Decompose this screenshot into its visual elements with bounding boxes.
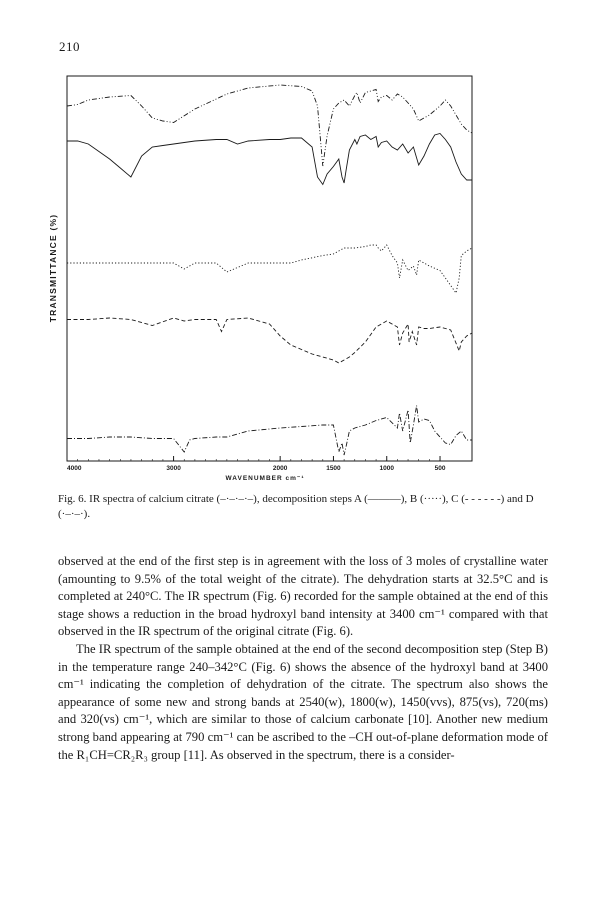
- x-tick-label: 1000: [379, 465, 394, 472]
- plot-frame: [67, 76, 472, 461]
- x-tick-label: 4000: [67, 465, 82, 472]
- series-line-dashed: [67, 318, 472, 363]
- figure-ir-spectra: [40, 68, 500, 488]
- ir-spectra-chart: [40, 68, 500, 488]
- series-line-dash-dot: [67, 406, 472, 456]
- series-line-dash-dot-dot: [67, 85, 472, 166]
- x-tick-label: 500: [434, 465, 446, 472]
- series-line-dotted: [67, 245, 472, 293]
- figure-caption: Fig. 6. IR spectra of calcium citrate (–·–·–·–), decomposition steps A (———), B (·····), C (- - - - - -) and D (·–·–·).: [58, 493, 534, 520]
- x-tick-label: 1500: [326, 465, 341, 472]
- x-tick-label: 2000: [272, 465, 288, 472]
- y-axis-label: TRANSMITTANCE (%): [48, 213, 58, 323]
- paragraph-2: The IR spectrum of the sample obtained at the end of the second decomposition step (Step B) in the temperature range 240–342°C (Fig. 6) shows the absence of the hydroxyl band at 3400 cm⁻¹ indicating the completion of dehydration of the citrate. The spectrum also shows the appearance of some new and strong bands at 2540(w), 1800(w), 1450(vvs), 875(vs), 720(ms) and 320(vs) cm⁻¹, which are similar to those of calcium carbonate [10]. Another new medium strong band appearing at 790 cm⁻¹ can be ascribed to the –CH out-of-plane deformation mode of the R₁CH=CR₂R₃ group [11]. As observed in the spectrum, there is a consider-: [58, 641, 548, 762]
- x-tick-label: 3000: [166, 465, 181, 472]
- body-text: [58, 553, 548, 764]
- paragraph-1: observed at the end of the first step is in agreement with the loss of 3 moles of crystalline water (amounting to 9.5% of the total weight of the citrate). The dehydration starts at 32.5°C and is completed at 240°C. The IR spectrum (Fig. 6) recorded for the sample obtained at the end of this stage shows a reduction in the broad hydroxyl band intensity at 3400 cm⁻¹ compared with that observed in the IR spectrum of the original citrate (Fig. 6).: [58, 554, 548, 639]
- x-axis-label: WAVENUMBER cm⁻¹: [225, 475, 305, 482]
- page-number: 210: [59, 39, 80, 54]
- series-line-solid: [67, 134, 472, 185]
- series-layer: [67, 85, 472, 455]
- tick-layer: [67, 456, 446, 472]
